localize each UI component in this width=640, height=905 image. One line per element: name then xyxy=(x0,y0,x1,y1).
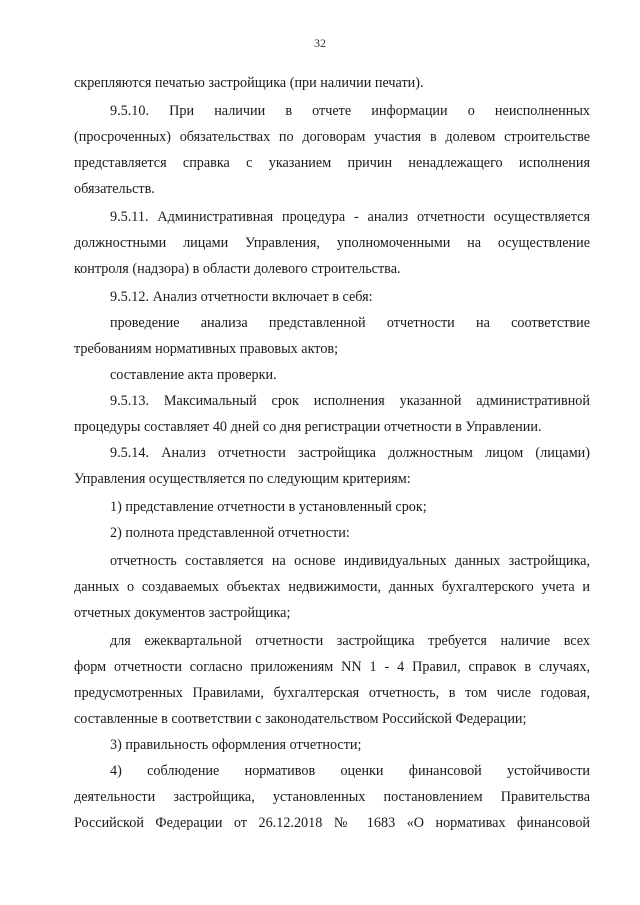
text-line: 9.5.14. Анализ отчетности застройщика должностным лицом (лицами) xyxy=(110,445,590,461)
text-line: Управления осуществляется по следующим критериям: xyxy=(74,471,411,487)
text-line: деятельности застройщика, установленных постановлением Правительства xyxy=(74,789,590,805)
text-line: 3) правильность оформления отчетности; xyxy=(110,737,362,753)
text-line: 9.5.12. Анализ отчетности включает в себя: xyxy=(110,289,373,305)
text-line: отчетность составляется на основе индивидуальных данных застройщика, xyxy=(110,553,590,569)
text-line: процедуры составляет 40 дней со дня регистрации отчетности в Управлении. xyxy=(74,419,542,435)
text-line: 4) соблюдение нормативов оценки финансовой устойчивости xyxy=(110,763,590,779)
text-line: скрепляются печатью застройщика (при наличии печати). xyxy=(74,75,424,91)
text-line: должностными лицами Управления, уполномоченными на осуществление xyxy=(74,235,590,251)
text-line: данных о создаваемых объектах недвижимости, данных бухгалтерского учета и xyxy=(74,579,590,595)
text-line: форм отчетности согласно приложениям NN 1 - 4 Правил, справок в случаях, xyxy=(74,659,590,675)
text-line: Российской Федерации от 26.12.2018 № 1683 «О нормативах финансовой xyxy=(74,815,590,831)
text-line: 9.5.11. Административная процедура - анализ отчетности осуществляется xyxy=(110,209,590,225)
text-line: составленные в соответствии с законодательством Российской Федерации; xyxy=(74,711,527,727)
text-line: контроля (надзора) в области долевого строительства. xyxy=(74,261,401,277)
text-line: проведение анализа представленной отчетности на соответствие xyxy=(110,315,590,331)
text-line: составление акта проверки. xyxy=(110,367,277,383)
text-line: 1) представление отчетности в установленный срок; xyxy=(110,499,427,515)
text-line: отчетных документов застройщика; xyxy=(74,605,291,621)
text-line: 2) полнота представленной отчетности: xyxy=(110,525,350,541)
text-line: для ежеквартальной отчетности застройщика требуется наличие всех xyxy=(110,633,590,649)
text-line: 9.5.10. При наличии в отчете информации о неисполненных xyxy=(110,103,590,119)
page-number: 32 xyxy=(314,36,326,50)
text-line: (просроченных) обязательствах по договорам участия в долевом строительстве xyxy=(74,129,590,145)
text-line: представляется справка с указанием причин ненадлежащего исполнения xyxy=(74,155,590,171)
text-line: 9.5.13. Максимальный срок исполнения указанной административной xyxy=(110,393,590,409)
text-line: предусмотренных Правилами, бухгалтерская отчетность, в том числе годовая, xyxy=(74,685,590,701)
text-line: обязательств. xyxy=(74,181,155,197)
text-line: требованиям нормативных правовых актов; xyxy=(74,341,339,357)
